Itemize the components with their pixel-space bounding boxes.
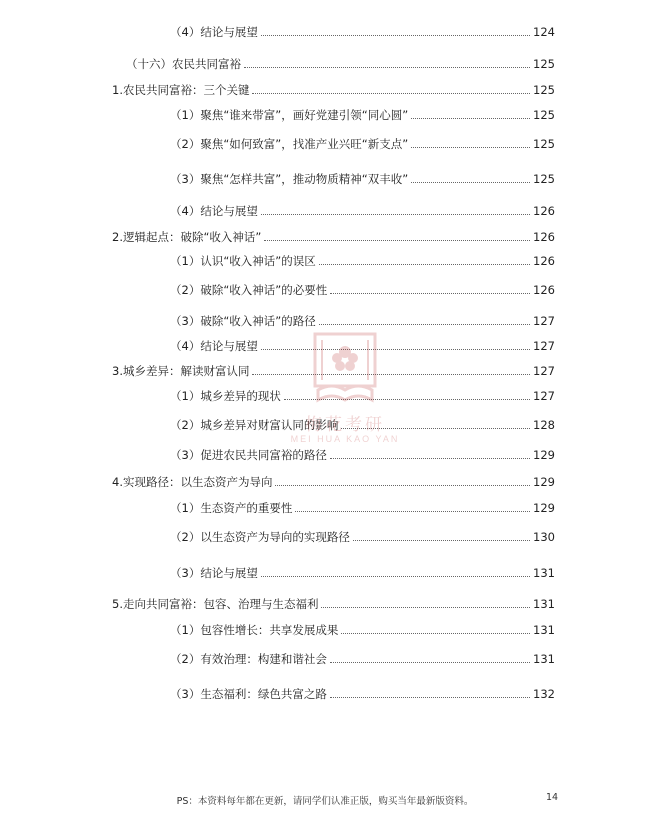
toc-entry-title: （1）城乡差异的现状 xyxy=(170,389,281,403)
toc-entry-page: 127 xyxy=(533,389,555,403)
toc-entry-page: 129 xyxy=(533,475,555,489)
toc-entry-page: 125 xyxy=(533,57,555,71)
toc-entry[interactable] xyxy=(126,57,555,71)
toc-entry[interactable] xyxy=(170,652,555,666)
toc-entry-page: 128 xyxy=(533,418,555,432)
toc-entry[interactable] xyxy=(170,25,555,39)
toc-entry-title: （1）包容性增长：共享发展成果 xyxy=(170,623,339,637)
toc-entry[interactable] xyxy=(170,172,555,186)
toc-entry-title: 3.城乡差异：解读财富认同 xyxy=(112,364,250,378)
toc-entry-title: （2）破除“收入神话”的必要性 xyxy=(170,283,328,297)
toc-leader-dots xyxy=(321,606,530,608)
toc-entry-title: （4）结论与展望 xyxy=(170,204,258,218)
toc-entry-page: 125 xyxy=(533,137,555,151)
toc-entry-page: 131 xyxy=(533,652,555,666)
toc-entry[interactable] xyxy=(170,687,555,701)
toc-entry-title: （4）结论与展望 xyxy=(170,25,258,39)
toc-entry-page: 127 xyxy=(533,314,555,328)
toc-leader-dots xyxy=(319,263,530,265)
toc-entry-page: 126 xyxy=(533,204,555,218)
toc-entry[interactable] xyxy=(170,254,555,268)
toc-leader-dots xyxy=(264,239,530,241)
toc-entry-title: （2）有效治理：构建和谐社会 xyxy=(170,652,327,666)
toc-entry-page: 131 xyxy=(533,597,555,611)
toc-entry-page: 132 xyxy=(533,687,555,701)
toc-leader-dots xyxy=(411,146,530,148)
toc-entry-title: （1）生态资产的重要性 xyxy=(170,501,293,515)
toc-entry-title: （1）认识“收入神话”的误区 xyxy=(170,254,316,268)
toc-entry[interactable] xyxy=(112,475,555,489)
toc-entry[interactable] xyxy=(170,314,555,328)
toc-leader-dots xyxy=(330,457,530,459)
toc-entry-title: 5.走向共同富裕：包容、治理与生态福利 xyxy=(112,597,319,611)
toc-entry[interactable] xyxy=(170,204,555,218)
toc-entry[interactable] xyxy=(170,501,555,515)
toc-entry-title: （2）以生态资产为导向的实现路径 xyxy=(170,530,350,544)
watermark-text-cn: 梅花考研 xyxy=(305,415,385,435)
toc-entry-page: 131 xyxy=(533,566,555,580)
toc-leader-dots xyxy=(330,661,530,663)
toc-entry-title: （十六）农民共同富裕 xyxy=(126,57,241,71)
toc-entry-page: 126 xyxy=(533,254,555,268)
toc-entry-page: 126 xyxy=(533,230,555,244)
page-number: 14 xyxy=(546,792,559,803)
toc-entry-page: 127 xyxy=(533,364,555,378)
toc-leader-dots xyxy=(252,92,530,94)
toc-entry[interactable] xyxy=(170,623,555,637)
toc-leader-dots xyxy=(319,323,530,325)
toc-entry-title: （3）聚焦“怎样共富”，推动物质精神“双丰收” xyxy=(170,172,409,186)
toc-entry-title: （2）聚焦“如何致富”，找准产业兴旺“新支点” xyxy=(170,137,409,151)
toc-entry-page: 129 xyxy=(533,501,555,515)
watermark-text-en: MEI HUA KAO YAN xyxy=(290,434,400,444)
toc-entry-page: 127 xyxy=(533,339,555,353)
toc-entry-page: 125 xyxy=(533,83,555,97)
toc-entry[interactable] xyxy=(170,137,555,151)
toc-entry[interactable] xyxy=(170,283,555,297)
toc-entry-page: 124 xyxy=(533,25,555,39)
toc-entry-page: 125 xyxy=(533,172,555,186)
toc-entry-title: 1.农民共同富裕：三个关键 xyxy=(112,83,250,97)
toc-entry[interactable] xyxy=(170,566,555,580)
toc-entry[interactable] xyxy=(112,83,555,97)
toc-entry-page: 130 xyxy=(533,530,555,544)
toc-leader-dots xyxy=(341,632,530,634)
toc-entry-title: （1）聚焦“谁来带富”，画好党建引领“同心圆” xyxy=(170,108,409,122)
toc-entry-title: （2）城乡差异对财富认同的影响 xyxy=(170,418,339,432)
toc-leader-dots xyxy=(261,575,530,577)
toc-entry-page: 125 xyxy=(533,108,555,122)
toc-leader-dots xyxy=(261,34,530,36)
toc-entry-page: 126 xyxy=(533,283,555,297)
toc-leader-dots xyxy=(275,484,530,486)
toc-leader-dots xyxy=(244,66,530,68)
toc-leader-dots xyxy=(411,117,530,119)
toc-entry-title: （3）结论与展望 xyxy=(170,566,258,580)
toc-entry-page: 129 xyxy=(533,448,555,462)
toc-leader-dots xyxy=(330,292,530,294)
book-logo-icon xyxy=(310,330,380,406)
toc-leader-dots xyxy=(353,539,530,541)
toc-entry-title: （4）结论与展望 xyxy=(170,339,258,353)
watermark xyxy=(290,330,400,450)
toc-entry-title: 4.实现路径：以生态资产为导向 xyxy=(112,475,273,489)
toc-entry-title: （3）破除“收入神话”的路径 xyxy=(170,314,316,328)
toc-entry-title: （3）促进农民共同富裕的路径 xyxy=(170,448,327,462)
toc-leader-dots xyxy=(330,696,530,698)
toc-entry[interactable] xyxy=(112,230,555,244)
footer-note: PS：本资料每年都在更新，请同学们认准正版，购买当年最新版资料。 xyxy=(176,796,474,807)
toc-entry-title: 2.逻辑起点：破除“收入神话” xyxy=(112,230,262,244)
toc-entry-page: 131 xyxy=(533,623,555,637)
toc-entry-title: （3）生态福利：绿色共富之路 xyxy=(170,687,327,701)
toc-entry[interactable] xyxy=(112,597,555,611)
toc-entry[interactable] xyxy=(170,448,555,462)
toc-entry[interactable] xyxy=(170,108,555,122)
toc-leader-dots xyxy=(411,181,530,183)
toc-entry[interactable] xyxy=(170,530,555,544)
toc-leader-dots xyxy=(295,510,530,512)
toc-leader-dots xyxy=(261,213,530,215)
